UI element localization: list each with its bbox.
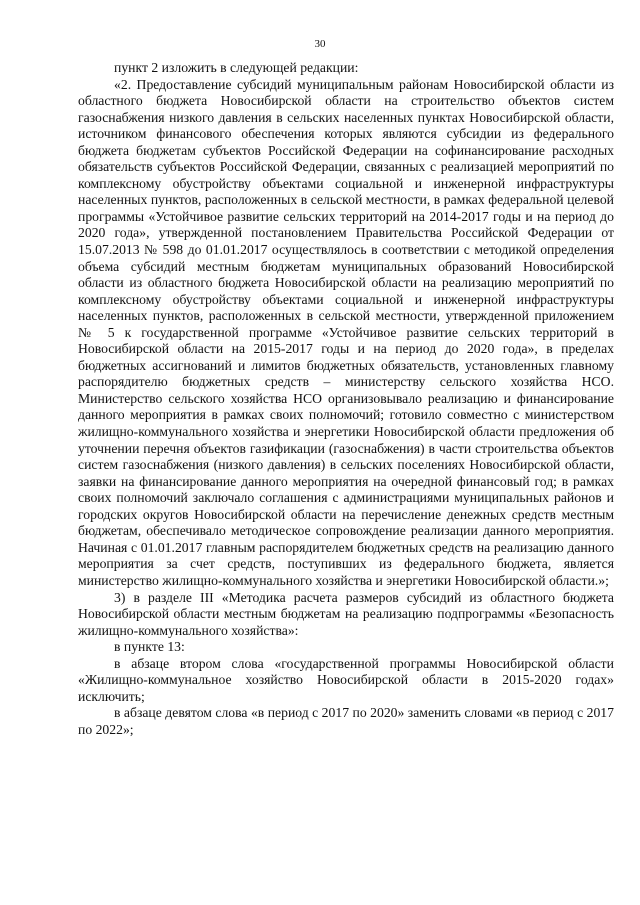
paragraph: в абзаце втором слова «государственной программы Новосибирской области «Жилищно-коммунальное хозяйство Новосибирской области в 2015-2020 годах» исключить; xyxy=(78,655,614,704)
paragraph: пункт 2 изложить в следующей редакции: xyxy=(114,60,359,75)
paragraph: в абзаце девятом слова «в период с 2017 по 2020» заменить словами «в период с 2017 по 2022»; xyxy=(78,705,614,737)
paragraph: в пункте 13: xyxy=(114,639,185,655)
paragraph: «2. Предоставление субсидий муниципальным районам Новосибирской области из областного бюджета Новосибирской области на строительство объектов систем газоснабжения низкого давления в сельских населенных пунктах Новосибирской области, источником финансового обеспечения которых являются субсидии из федерального бюджета бюджетам субъектов Российской Федерации на софинансирование расходных обязательств субъектов Российской Федерации, связанных с реализацией мероприятий по комплексному обустройству объектами социальной и инженерной инфраструктуры населенных пунктов, расположенных в сельской местности, в рамках федеральной целевой программы «Устойчивое развитие сельских территорий на 2014-2017 годы и на период до 2020 года», утвержденной постановлением Правительства Российской Федерации от 15.07.2013 № 598 до 01.01.2017 осуществлялось в соответствии с методикой определения объема субсидий местным бюджетам муниципальных образований Новосибирской области из областного бюджета Новосибирской области на реализацию мероприятий по комплексному обустройству объектами социальной и инженерной инфраструктуры населенных пунктов, расположенных в сельской местности, утвержденной приложением № 5 к государственной программе «Устойчивое развитие сельских территорий в Новосибирской области на 2015-2017 годы и на период до 2020 года», в пределах бюджетных ассигнований и лимитов бюджетных обязательств, установленных главному распорядителю бюджетных средств – министерству сельского хозяйства НСО. Министерство сельского хозяйства НСО организовывало реализацию и финансирование данного мероприятия в рамках своих полномочий; готовило совместно с министерством жилищно-коммунального хозяйства и энергетики Новосибирской области предложения об уточнении перечня объектов газификации (газоснабжения) в части строительства объектов систем газоснабжения (низкого давления) в сельских поселениях Новосибирской области, заявки на финансирование данного мероприятия на очередной финансовый год; в рамках своих полномочий заключало соглашения с администрациями муниципальных районов и городских округов Новосибирской области на перечисление денежных средств местным бюджетам, обеспечивало методическое сопровождение реализации данного мероприятия. Начиная с 01.01.2017 главным распорядителем бюджетных средств на реализацию данного мероприятия за счет средств, поступивших из федерального бюджета, является министерство жилищно-коммунального хозяйства и энергетики Новосибирской области.»; xyxy=(78,76,614,588)
page-number: 30 xyxy=(314,38,326,50)
body-text xyxy=(78,60,614,738)
paragraph: 3) в разделе III «Методика расчета размеров субсидий из областного бюджета Новосибирской области местным бюджетам на реализацию подпрограммы «Безопасность жилищно-коммунального хозяйства»: xyxy=(78,589,614,638)
